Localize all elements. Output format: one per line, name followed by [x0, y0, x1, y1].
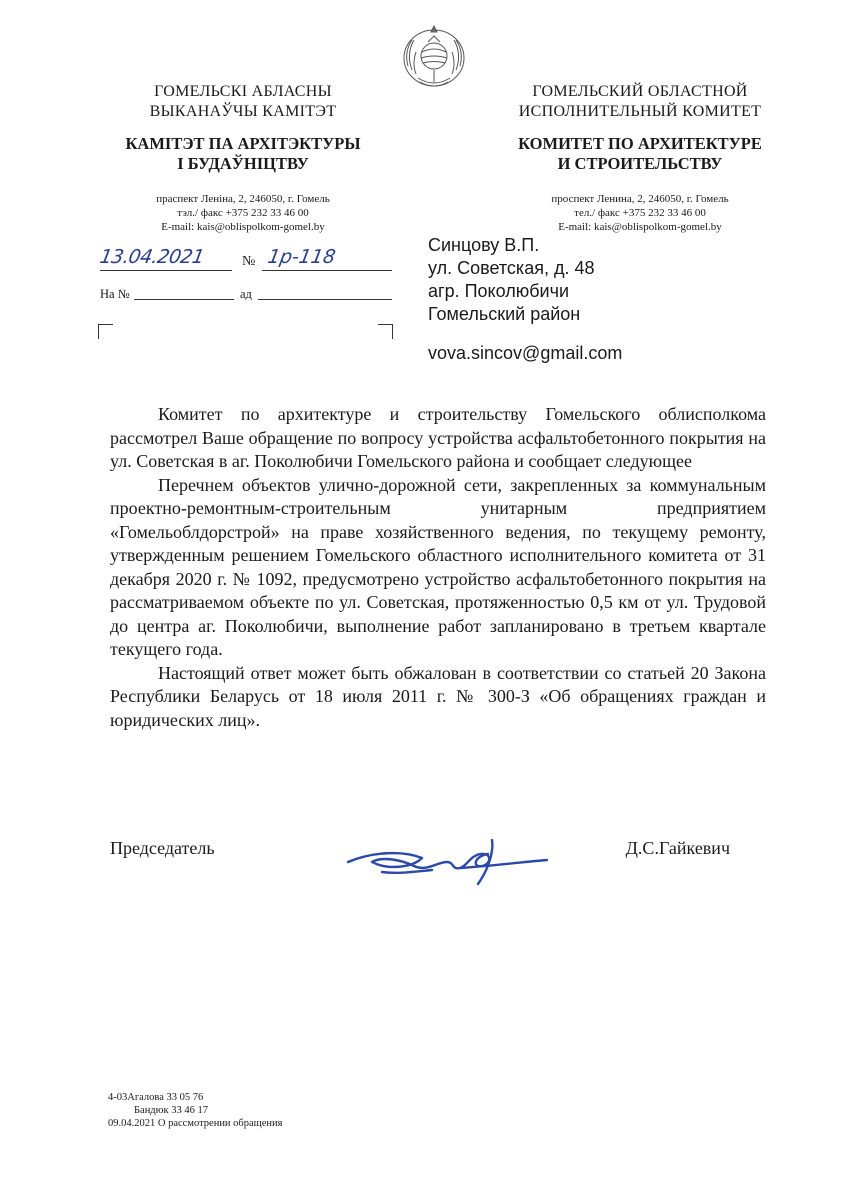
- phone: тэл./ факс +375 232 33 46 00: [177, 207, 309, 219]
- coat-of-arms-icon: [398, 22, 470, 94]
- body-paragraph: Перечнем объектов улично-дорожной сети, закрепленных за коммунальным проектно-ремонтным-строительным унитарным предприятием «Гомельоблдорстрой» на праве хозяйственного ведения, по текущему ремонту, утвержденным решением Гомельского областного исполнительного комитета от 31 декабря 2020 г. № 1092, предусмотрено устройство асфальтобетонного покрытия на рассматриваемом объекте по ул. Советская, протяженностью 0,5 км от ул. Трудовой до центра аг. Поколюбичи, выполнение работ запланировано в третьем квартале текущего года.: [110, 474, 766, 659]
- contact-block: [88, 192, 398, 234]
- ref-date-line: [258, 299, 392, 300]
- handwritten-signature: [342, 832, 552, 892]
- signer-title: Председатель: [110, 838, 215, 858]
- dept-name-line2: І БУДАЎНІЦТВУ: [177, 154, 309, 173]
- date-underline: [100, 270, 232, 271]
- org-name-line2: ВЫКАНАЎЧЫ КАМІТЭТ: [149, 103, 337, 120]
- registration-number: 1р-118: [266, 246, 338, 268]
- body-paragraph: Комитет по архитектуре и строительству Гомельского облисполкома рассмотрел Ваше обращение по вопросу устройства асфальтобетонного покрытия на ул. Советская в аг. Поколюбичи Гомельского района и сообщает следующее: [110, 404, 766, 471]
- contact-block: [490, 192, 790, 234]
- ref-date-label: ад: [240, 287, 252, 301]
- address: праспект Леніна, 2, 246050, г. Гомель: [156, 193, 330, 205]
- number-label: №: [242, 254, 256, 269]
- dept-name-line2: И СТРОИТЕЛЬСТВУ: [557, 154, 723, 173]
- dept-name-line1: КОМИТЕТ ПО АРХИТЕКТУРЕ: [518, 134, 762, 153]
- letter-body: [110, 403, 766, 732]
- signer-name: Д.С.Гайкевич: [625, 838, 730, 858]
- address: проспект Ленина, 2, 246050, г. Гомель: [551, 193, 729, 205]
- footer-line: 4-03Агалова 33 05 76: [108, 1092, 204, 1103]
- recipient-name: Синцову В.П.: [428, 235, 540, 255]
- footer-line: Бандюк 33 46 17: [134, 1105, 208, 1116]
- registration-row: [100, 246, 400, 272]
- address-corner-left: [98, 324, 113, 339]
- recipient-email: vova.sincov@gmail.com: [428, 343, 623, 363]
- dept-name-line1: КАМІТЭТ ПА АРХІТЭКТУРЫ: [125, 134, 361, 153]
- ref-number-label: На №: [100, 287, 130, 301]
- ref-number-line: [134, 299, 234, 300]
- email: E-mail: kais@oblispolkom-gomel.by: [558, 221, 722, 233]
- signature-row: [110, 834, 730, 894]
- header-left: [88, 82, 398, 234]
- registration-date: 13.04.2021: [98, 246, 206, 268]
- org-name-line1: ГОМЕЛЬСКИЙ ОБЛАСТНОЙ: [532, 83, 748, 100]
- address-corner-right: [378, 324, 393, 339]
- org-name-line2: ИСПОЛНИТЕЛЬНЫЙ КОМИТЕТ: [518, 103, 762, 120]
- reference-row: [100, 287, 400, 307]
- body-paragraph: Настоящий ответ может быть обжалован в соответствии со статьей 20 Закона Республики Беларусь от 18 июля 2011 г. № 300-З «Об обращениях граждан и юридических лиц».: [110, 662, 766, 730]
- header-right: [490, 82, 790, 234]
- org-name-line1: ГОМЕЛЬСКІ АБЛАСНЫ: [154, 83, 332, 100]
- footer-line: 09.04.2021 О рассмотрении обращения: [108, 1118, 283, 1129]
- recipient-street: ул. Советская, д. 48: [428, 258, 595, 278]
- number-underline: [262, 270, 392, 271]
- recipient-block: [428, 234, 622, 365]
- email: E-mail: kais@oblispolkom-gomel.by: [161, 221, 325, 233]
- recipient-district: Гомельский район: [428, 304, 581, 324]
- executor-footer: [108, 1091, 283, 1130]
- phone: тел./ факс +375 232 33 46 00: [574, 207, 706, 219]
- recipient-village: агр. Поколюбичи: [428, 281, 570, 301]
